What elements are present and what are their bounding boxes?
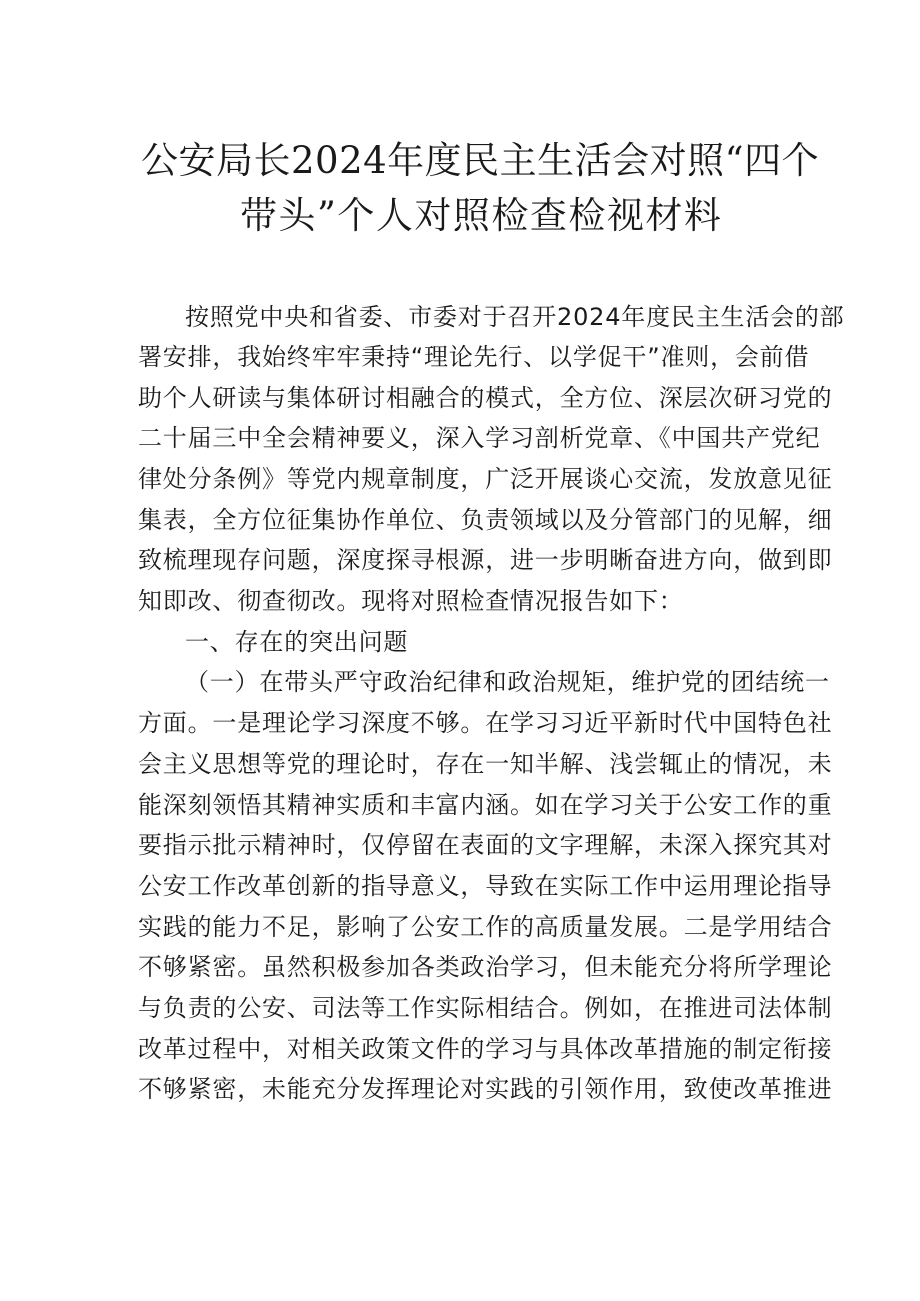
paragraph-line: 会主义思想等党的理论时，存在一知半解、浅尝辄止的情况，未 xyxy=(138,750,833,778)
section-heading: 一、存在的突出问题 xyxy=(185,628,409,656)
paragraph-line: 按照党中央和省委、市委对于召开2024年度民主生活会的部 xyxy=(185,303,845,331)
paragraph-line: 要指示批示精神时，仅停留在表面的文字理解，未深入探究其对 xyxy=(138,831,833,859)
paragraph-line: 方面。一是理论学习深度不够。在学习习近平新时代中国特色社 xyxy=(138,709,833,737)
subsection-heading-line: （一）在带头严守政治纪律和政治规矩，维护党的团结统一 xyxy=(185,668,830,696)
paragraph-line: 改革过程中，对相关政策文件的学习与具体改革措施的制定衔接 xyxy=(138,1035,833,1063)
paragraph-line: 与负责的公安、司法等工作实际相结合。例如，在推进司法体制 xyxy=(138,994,833,1022)
document-title-line-1: 公安局长2024年度民主生活会对照“四个 xyxy=(141,139,820,182)
paragraph-line: 实践的能力不足，影响了公安工作的高质量发展。二是学用结合 xyxy=(138,913,833,941)
paragraph-line: 律处分条例》等党内规章制度，广泛开展谈心交流，发放意见征 xyxy=(138,465,833,493)
paragraph-line: 助个人研读与集体研讨相融合的模式，全方位、深层次研习党的 xyxy=(138,384,833,412)
document-title-line-2: 带头”个人对照检查检视材料 xyxy=(240,194,723,237)
paragraph-line: 公安工作改革创新的指导意义，导致在实际工作中运用理论指导 xyxy=(138,872,833,900)
paragraph-line: 集表，全方位征集协作单位、负责领域以及分管部门的见解，细 xyxy=(138,506,833,534)
paragraph-line: 致梳理现存问题，深度探寻根源，进一步明晰奋进方向，做到即 xyxy=(138,546,833,574)
paragraph-line: 署安排，我始终牢牢秉持“理论先行、以学促干”准则，会前借 xyxy=(138,343,810,371)
paragraph-line: 二十届三中全会精神要义，深入学习剖析党章、《中国共产党纪 xyxy=(138,424,821,452)
paragraph-line: 不够紧密。虽然积极参加各类政治学习，但未能充分将所学理论 xyxy=(138,953,833,981)
paragraph-line: 知即改、彻查彻改。现将对照检查情况报告如下： xyxy=(138,587,684,615)
paragraph-line: 能深刻领悟其精神实质和丰富内涵。如在学习关于公安工作的重 xyxy=(138,791,833,819)
paragraph-line: 不够紧密，未能充分发挥理论对实践的引领作用，致使改革推进 xyxy=(138,1075,833,1103)
